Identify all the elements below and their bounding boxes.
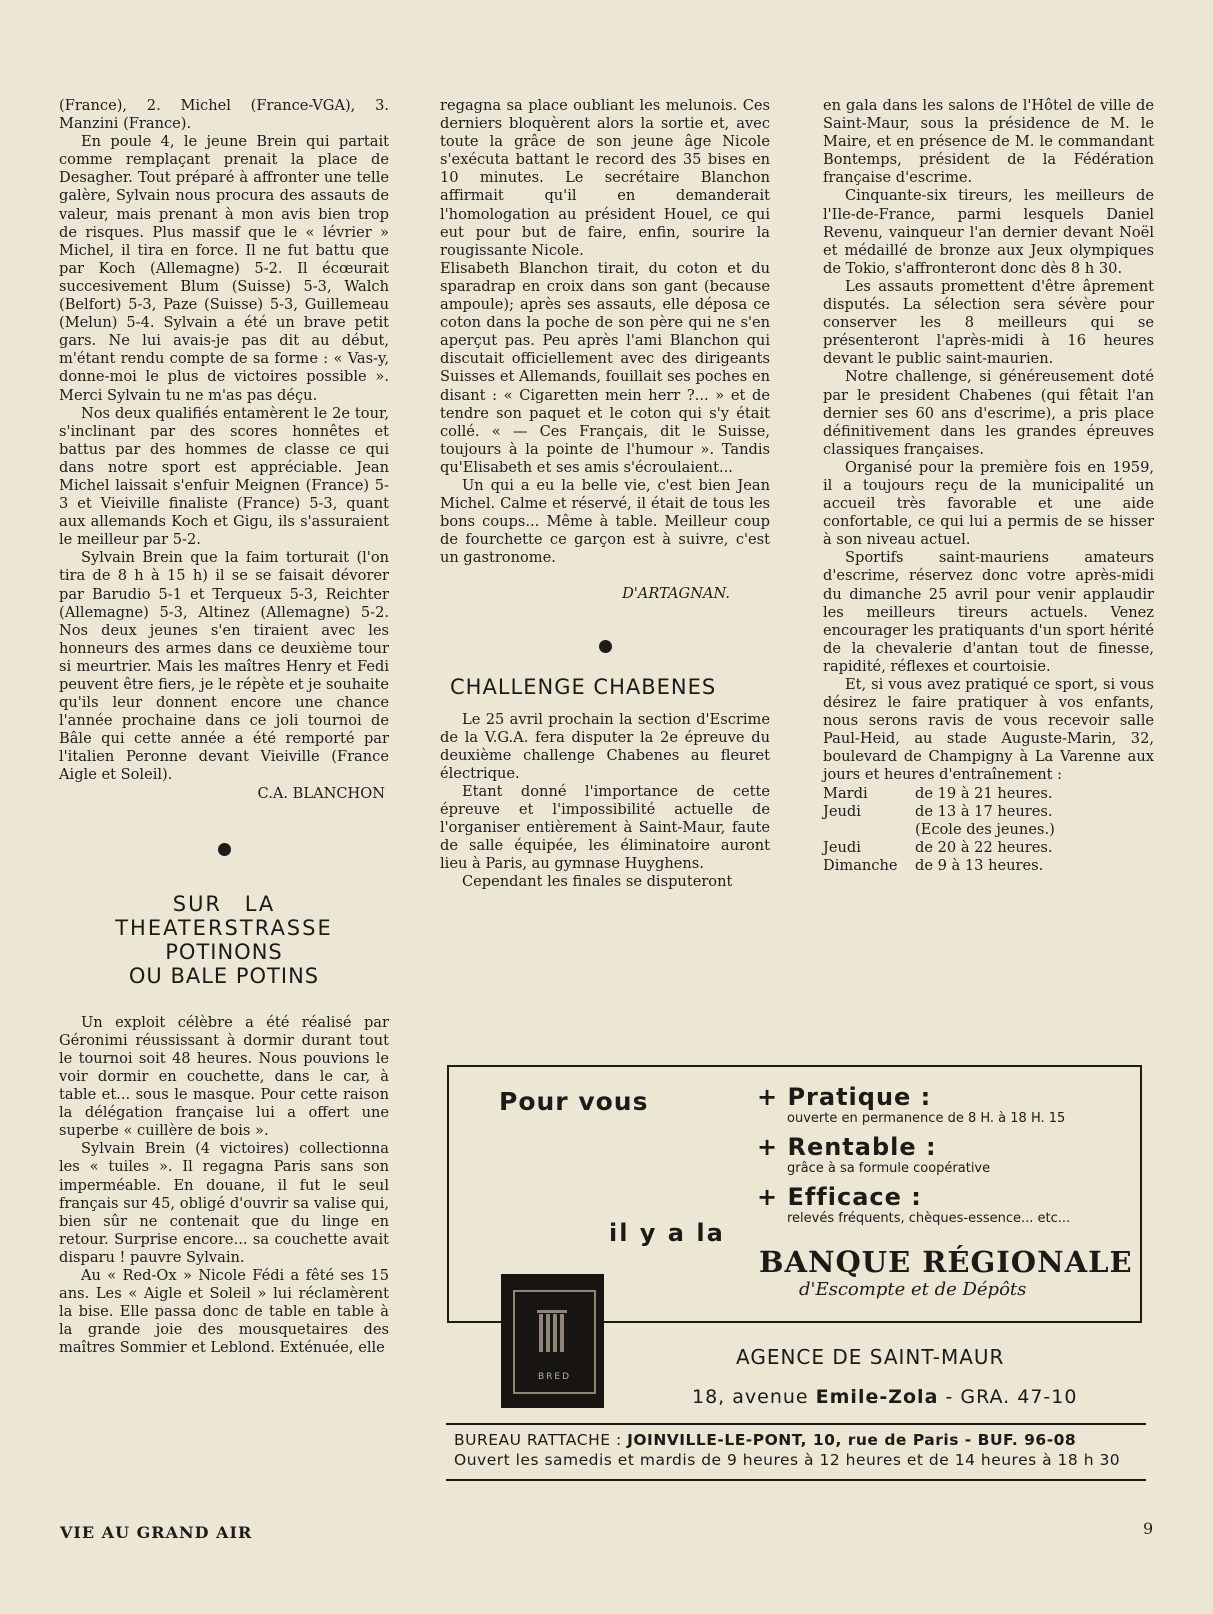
paragraph: Cependant les finales se disputeront: [462, 873, 733, 891]
article-column-2: [440, 97, 770, 891]
address-phone: - GRA. 47-10: [945, 1386, 1078, 1408]
schedule-hours: de 9 à 13 heures.: [915, 856, 1044, 874]
ad-feature-efficace: [757, 1183, 1070, 1227]
ad-tagline: Pour vous: [499, 1087, 649, 1116]
ad-intro: il y a la: [609, 1219, 725, 1247]
paragraph: en gala dans les salons de l'Hôtel de ville de Saint-Maur, sous la présidence de M. le Maire, et en présence de M. le commandant Bontemps, président de la Fédération française d'escrime.: [823, 97, 1154, 187]
bank-subtitle: d'Escompte et de Dépôts: [799, 1279, 1027, 1300]
author-signature: C.A. BLANCHON: [257, 784, 385, 802]
article-column-1: [59, 97, 389, 1357]
article-column-3: [823, 97, 1154, 875]
ad-feature-pratique: [757, 1083, 1065, 1127]
schedule-row: [823, 803, 1154, 821]
agency-address: [692, 1386, 1077, 1408]
schedule-day: Jeudi: [823, 802, 861, 820]
bureau-hours: Ouvert les samedis et mardis de 9 heures à 12 heures et de 14 heures à 18 h 30: [454, 1451, 1121, 1469]
article-heading: [59, 892, 389, 988]
schedule-day: Jeudi: [823, 838, 861, 856]
schedule-day: Dimanche: [823, 856, 898, 874]
article-heading: CHALLENGE CHABENES: [450, 674, 717, 699]
paragraph: Et, si vous avez pratiqué ce sport, si vous désirez le faire pratiquer à vos enfants, nous serons ravis de vous recevoir salle Paul-Heid, au stade Auguste-Marin, 32, boulevard de Champigny à La Varenne aux jours et heures d'entraînement :: [823, 676, 1154, 784]
bureau-info: [446, 1423, 1146, 1481]
schedule-row: [823, 839, 1154, 857]
bureau-label: BUREAU RATTACHE :: [454, 1431, 622, 1449]
paragraph: Etant donné l'importance de cette épreuve et l'impossibilité actuelle de l'organiser entièrement à Saint-Maur, faute de salle équipée, les éliminatoire auront lieu à Paris, au gymnase Huyghens.: [440, 782, 770, 873]
schedule-day: Mardi: [823, 784, 868, 802]
paragraph: Un qui a eu la belle vie, c'est bien Jean Michel. Calme et réservé, il était de tous les bons coups... Même à table. Meilleur coup de fourchette ce garçon est à suivre, c'est un gastronome.: [440, 476, 770, 567]
page-number: 9: [1143, 1519, 1154, 1538]
logo-frame: [513, 1290, 596, 1394]
paragraph: Notre challenge, si généreusement doté par le president Chabenes (qui fêtait l'an dernier ses 60 ans d'escrime), a pris place définitivement dans les grandes épreuves classiques françaises.: [823, 368, 1154, 458]
schedule-day: [823, 821, 915, 839]
schedule-hours: (Ecole des jeunes.): [915, 820, 1055, 838]
paragraph: Sylvain Brein que la faim torturait (l'on tira de 8 h à 15 h) il se se faisait dévorer par Barudio 5-1 et Terqueux 5-3, Reichter (Allemagne) 5-3, Altinez (Allemagne) 5-2. Nos deux jeunes s'en tiraient avec les honneurs des armes dans ce deuxième tour si meurtrier. Mais les maîtres Henry et Fedi peuvent être fiers, je le répète et je souhaite qu'ils leur donnent encore une chance l'année prochaine dans ce joli tournoi de Bâle qui cette année a été remporté par l'italien Peronne devant Vieiville (France Aigle et Soleil).: [59, 549, 389, 784]
paragraph: Un exploit célèbre a été réalisé par Géronimi réussissant à dormir durant tout le tournoi soit 48 heures. Nous pouvions le voir dormir en couchette, dans le car, à table et... sous le masque. Pour cette raison la délégation française lui a offert une superbe « cuillère de bois ».: [59, 1013, 389, 1140]
paragraph: Le 25 avril prochain la section d'Escrime de la V.G.A. fera disputer la 2e épreuve du deuxième challenge Chabenes au fleuret électrique.: [440, 710, 770, 782]
schedule-hours: de 19 à 21 heures.: [915, 784, 1053, 802]
paragraph: Elisabeth Blanchon tirait, du coton et du sparadrap en croix dans son gant (because ampoule); après ses assauts, elle déposa ce coton dans la poche de son père qui ne s'en aperçut pas. Peu après l'ami Blanchon qui discutait officiellement avec des dirigeants Suisses et Allemands, fouillait ses poches en disant : « Cigaretten mein herr ?... » et de tendre son paquet et le coton qui s'y était collé. « — Ces Français, dit le Suisse, toujours à la pointe de l'humour ». Tandis qu'Elisabeth et ses amis s'écroulaient...: [440, 259, 770, 476]
bred-logo: [501, 1274, 604, 1408]
feature-title: + Pratique :: [757, 1083, 932, 1111]
feature-text: grâce à sa formule coopérative: [787, 1161, 991, 1176]
paragraph: Les assauts promettent d'être âprement disputés. La sélection sera sévère pour conserver les 8 meilleurs qui se présenteront l'après-midi à 16 heures devant le public saint-maurien.: [823, 277, 1154, 368]
paragraph: Sportifs saint-mauriens amateurs d'escrime, réservez donc votre après-midi du dimanche 25 avril pour venir applaudir les meilleurs tireurs actuels. Venez encourager les pratiquants d'un sport hérité de la chevalerie d'antan tout de finesse, rapidité, réflexes et courtoisie.: [823, 549, 1154, 675]
feature-text: ouverte en permanence de 8 H. à 18 H. 15: [787, 1111, 1066, 1126]
paragraph: Organisé pour la première fois en 1959, il a toujours reçu de la municipalité un accueil très favorable et une aide confortable, ce qui lui a permis de se hisser à son niveau actuel.: [823, 458, 1154, 549]
address-street: Emile-Zola: [815, 1386, 939, 1408]
paragraph: En poule 4, le jeune Brein qui partait comme remplaçant prenait la place de Desagher. Tout préparé à affronter une telle galère, Sylvain nous procura des assauts de valeur, mais prenant à mon avis bien trop de risques. Plus massif que le « lévrier » Michel, il tira en force. Il ne fut battu que par Koch (Allemagne) 5-2. Il écœurait succesivement Blum (Suisse) 5-3, Walch (Belfort) 5-3, Paze (Suisse) 5-3, Guillemeau (Melun) 5-4. Sylvain a été un brave petit gars. Ne lui avais-je pas dit au début, m'étant rendu compte de sa forme : « Vas-y, donne-moi le plus de victoires possible ». Merci Sylvain tu ne m'as pas déçu.: [59, 133, 389, 404]
feature-text: relevés fréquents, chèques-essence... etc...: [787, 1211, 1071, 1226]
separator-dot: [218, 843, 231, 856]
heading-line: SUR LA THEATERSTRASSE: [115, 891, 333, 940]
separator-dot: [599, 640, 612, 653]
address-number: 18, avenue: [692, 1386, 809, 1408]
logo-label: BRED: [537, 1372, 572, 1382]
agency-name: AGENCE DE SAINT-MAUR: [736, 1345, 1005, 1369]
bureau-line: [454, 1430, 1146, 1450]
author-signature: D'ARTAGNAN.: [622, 585, 730, 603]
paragraph: Nos deux qualifiés entamèrent le 2e tour, s'inclinant par des scores honnêtes et battus par des hommes de classe ce qui dans notre sport est appréciable. Jean Michel laissait s'enfuir Meignen (France) 5-3 et Vieiville finaliste (France) 5-3, quant aux allemands Koch et Gigu, ils s'assuraient le meilleur par 5-2.: [59, 404, 389, 549]
training-schedule: [823, 785, 1154, 875]
magazine-name: VIE AU GRAND AIR: [60, 1523, 253, 1542]
heading-line: OU BALE POTINS: [128, 963, 320, 988]
paragraph: regagna sa place oubliant les melunois. Ces derniers bloquèrent alors la sortie et, avec toute la grâce de son jeune âge Nicole s'exécuta battant le record des 35 bises en 10 minutes. Le secrétaire Blanchon affirmait qu'il en demanderait l'homologation au président Houel, ce qui eut pour but de faire, enfin, sourire la rougissante Nicole.: [440, 97, 770, 259]
feature-title: + Efficace :: [757, 1183, 922, 1211]
heading-line: POTINONS: [165, 939, 283, 964]
schedule-row: [823, 821, 1154, 839]
schedule-hours: de 13 à 17 heures.: [915, 802, 1053, 820]
ad-feature-rentable: [757, 1133, 990, 1177]
building-icon: [537, 1310, 569, 1354]
bureau-address: JOINVILLE-LE-PONT, 10, rue de Paris - BUF. 96-08: [627, 1431, 1077, 1449]
bank-name: BANQUE RÉGIONALE: [759, 1245, 1133, 1279]
paragraph: Au « Red-Ox » Nicole Fédi a fêté ses 15 ans. Les « Aigle et Soleil » lui réclamèrent la bise. Elle passa donc de table en table à la grande joie des mousquetaires des maîtres Sommier et Leblond. Exténuée, elle: [59, 1266, 389, 1357]
paragraph: Cinquante-six tireurs, les meilleurs de l'Ile-de-France, parmi lesquels Daniel Revenu, vainqueur l'an dernier devant Noël et médaillé de bronze aux Jeux olympiques de Tokio, s'affronteront donc dès 8 h 30.: [823, 187, 1154, 277]
paragraph: (France), 2. Michel (France-VGA), 3. Manzini (France).: [59, 97, 389, 133]
paragraph: Sylvain Brein (4 victoires) collectionna les « tuiles ». Il regagna Paris sans son imperméable. En douane, il fut le seul français sur 45, obligé d'ouvrir sa valise qui, bien sûr ne contenait que du linge en retour. Surprise encore... sa couchette avait disparu ! pauvre Sylvain.: [59, 1140, 389, 1266]
schedule-hours: de 20 à 22 heures.: [915, 838, 1053, 856]
schedule-row: [823, 857, 1154, 875]
schedule-row: [823, 785, 1154, 803]
feature-title: + Rentable :: [757, 1133, 937, 1161]
